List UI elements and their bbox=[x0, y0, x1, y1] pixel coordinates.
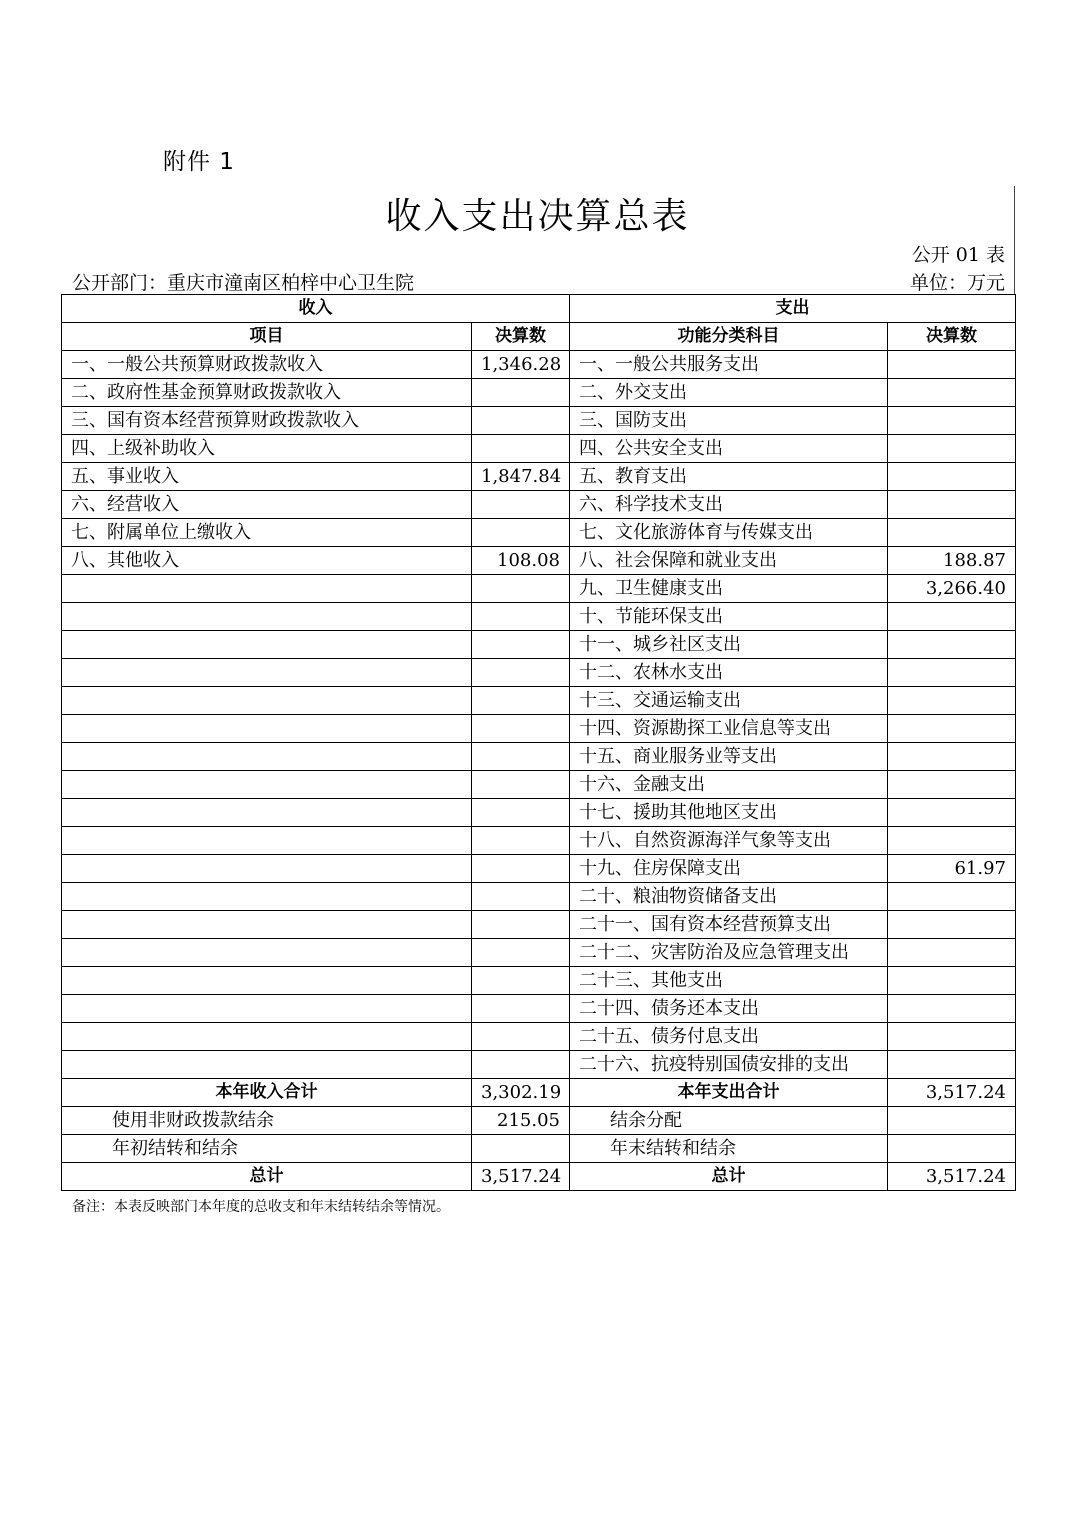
expense-item-cell: 十五、商业服务业等支出 bbox=[570, 743, 888, 771]
item-column-header: 项目 bbox=[62, 323, 472, 351]
income-amount-cell bbox=[472, 631, 570, 659]
income-balance-amount: 215.05 bbox=[472, 1107, 570, 1135]
right-rule-divider bbox=[1014, 186, 1015, 294]
income-amount-cell bbox=[472, 1023, 570, 1051]
income-amount-cell bbox=[472, 659, 570, 687]
income-amount-cell bbox=[472, 939, 570, 967]
income-amount-cell: 108.08 bbox=[472, 547, 570, 575]
income-subtotal-amount: 3,302.19 bbox=[472, 1079, 570, 1107]
amount-column-header: 决算数 bbox=[472, 323, 570, 351]
expense-amount-cell bbox=[888, 799, 1016, 827]
expense-amount-cell bbox=[888, 351, 1016, 379]
income-amount-cell bbox=[472, 771, 570, 799]
income-item-cell bbox=[62, 799, 472, 827]
income-item-cell bbox=[62, 603, 472, 631]
income-amount-cell bbox=[472, 743, 570, 771]
expense-amount-cell bbox=[888, 463, 1016, 491]
expense-amount-cell bbox=[888, 491, 1016, 519]
table-row bbox=[62, 883, 1016, 911]
expense-balance-item: 结余分配 bbox=[570, 1107, 888, 1135]
table-row bbox=[62, 631, 1016, 659]
table-row bbox=[62, 519, 1016, 547]
expense-item-cell: 四、公共安全支出 bbox=[570, 435, 888, 463]
table-row bbox=[62, 603, 1016, 631]
income-amount-cell: 1,346.28 bbox=[472, 351, 570, 379]
expense-item-cell: 七、文化旅游体育与传媒支出 bbox=[570, 519, 888, 547]
balance-row bbox=[62, 1107, 1016, 1135]
income-item-cell bbox=[62, 1023, 472, 1051]
income-total-label: 总计 bbox=[62, 1163, 472, 1191]
expense-amount-cell bbox=[888, 435, 1016, 463]
table-row bbox=[62, 547, 1016, 575]
expense-total-amount: 3,517.24 bbox=[888, 1163, 1016, 1191]
table-row bbox=[62, 911, 1016, 939]
table-row bbox=[62, 967, 1016, 995]
income-amount-cell bbox=[472, 883, 570, 911]
expense-item-cell: 二十六、抗疫特别国债安排的支出 bbox=[570, 1051, 888, 1079]
expense-item-cell: 五、教育支出 bbox=[570, 463, 888, 491]
expense-amount-cell bbox=[888, 1051, 1016, 1079]
expense-balance-item: 年末结转和结余 bbox=[570, 1135, 888, 1163]
subtotal-row bbox=[62, 1079, 1016, 1107]
expense-subtotal-label: 本年支出合计 bbox=[570, 1079, 888, 1107]
table-row bbox=[62, 435, 1016, 463]
expense-item-cell: 十三、交通运输支出 bbox=[570, 687, 888, 715]
expense-amount-cell bbox=[888, 967, 1016, 995]
income-amount-cell bbox=[472, 519, 570, 547]
income-amount-cell bbox=[472, 575, 570, 603]
attachment-label: 附件 1 bbox=[163, 149, 235, 175]
income-item-cell bbox=[62, 883, 472, 911]
income-amount-cell bbox=[472, 491, 570, 519]
income-item-cell bbox=[62, 995, 472, 1023]
income-amount-cell bbox=[472, 715, 570, 743]
income-balance-amount bbox=[472, 1135, 570, 1163]
expense-amount-cell bbox=[888, 827, 1016, 855]
table-row bbox=[62, 687, 1016, 715]
page-title: 收入支出决算总表 bbox=[385, 196, 690, 237]
table-row bbox=[62, 407, 1016, 435]
income-item-cell bbox=[62, 715, 472, 743]
income-amount-cell: 1,847.84 bbox=[472, 463, 570, 491]
table-row bbox=[62, 491, 1016, 519]
expense-balance-amount bbox=[888, 1107, 1016, 1135]
expense-item-cell: 十一、城乡社区支出 bbox=[570, 631, 888, 659]
header-row-sections bbox=[62, 295, 1016, 323]
income-item-cell: 七、附属单位上缴收入 bbox=[62, 519, 472, 547]
expense-item-cell: 十二、农林水支出 bbox=[570, 659, 888, 687]
header-row-columns bbox=[62, 323, 1016, 351]
expense-amount-cell bbox=[888, 939, 1016, 967]
income-item-cell: 三、国有资本经营预算财政拨款收入 bbox=[62, 407, 472, 435]
income-item-cell: 八、其他收入 bbox=[62, 547, 472, 575]
expense-section-header: 支出 bbox=[570, 295, 1016, 323]
expense-amount-cell bbox=[888, 1023, 1016, 1051]
expense-item-cell: 十四、资源勘探工业信息等支出 bbox=[570, 715, 888, 743]
table-row bbox=[62, 575, 1016, 603]
expense-item-cell: 十八、自然资源海洋气象等支出 bbox=[570, 827, 888, 855]
expense-item-cell: 一、一般公共服务支出 bbox=[570, 351, 888, 379]
table-row bbox=[62, 1051, 1016, 1079]
income-balance-item: 年初结转和结余 bbox=[62, 1135, 472, 1163]
income-balance-item: 使用非财政拨款结余 bbox=[62, 1107, 472, 1135]
income-section-header: 收入 bbox=[62, 295, 570, 323]
table-row bbox=[62, 799, 1016, 827]
expense-amount-cell bbox=[888, 715, 1016, 743]
income-amount-cell bbox=[472, 1051, 570, 1079]
income-amount-cell bbox=[472, 911, 570, 939]
expense-item-cell: 十九、住房保障支出 bbox=[570, 855, 888, 883]
footnote: 备注：本表反映部门本年度的总收支和年末结转结余等情况。 bbox=[72, 1199, 450, 1215]
expense-amount-cell bbox=[888, 379, 1016, 407]
expense-amount-cell bbox=[888, 407, 1016, 435]
income-item-cell bbox=[62, 743, 472, 771]
table-row bbox=[62, 771, 1016, 799]
expense-amount-cell bbox=[888, 687, 1016, 715]
income-item-cell bbox=[62, 827, 472, 855]
expense-amount-cell bbox=[888, 519, 1016, 547]
expense-item-cell: 三、国防支出 bbox=[570, 407, 888, 435]
income-amount-cell bbox=[472, 687, 570, 715]
expense-amount-cell bbox=[888, 631, 1016, 659]
income-subtotal-label: 本年收入合计 bbox=[62, 1079, 472, 1107]
expense-amount-cell bbox=[888, 659, 1016, 687]
expense-amount-cell: 3,266.40 bbox=[888, 575, 1016, 603]
unit-label: 单位：万元 bbox=[909, 272, 1005, 294]
category-column-header: 功能分类科目 bbox=[570, 323, 888, 351]
expense-item-cell: 二、外交支出 bbox=[570, 379, 888, 407]
income-item-cell bbox=[62, 939, 472, 967]
expense-item-cell: 二十五、债务付息支出 bbox=[570, 1023, 888, 1051]
expense-balance-amount bbox=[888, 1135, 1016, 1163]
income-amount-cell bbox=[472, 407, 570, 435]
expense-amount-cell bbox=[888, 771, 1016, 799]
income-amount-cell bbox=[472, 967, 570, 995]
balance-row bbox=[62, 1135, 1016, 1163]
table-row bbox=[62, 1023, 1016, 1051]
table-row bbox=[62, 463, 1016, 491]
amount2-column-header: 决算数 bbox=[888, 323, 1016, 351]
table-row bbox=[62, 939, 1016, 967]
income-item-cell bbox=[62, 911, 472, 939]
income-item-cell bbox=[62, 1051, 472, 1079]
income-item-cell: 四、上级补助收入 bbox=[62, 435, 472, 463]
form-code: 公开 01 表 bbox=[911, 244, 1005, 266]
total-row bbox=[62, 1163, 1016, 1191]
income-item-cell bbox=[62, 855, 472, 883]
income-item-cell bbox=[62, 659, 472, 687]
expense-subtotal-amount: 3,517.24 bbox=[888, 1079, 1016, 1107]
income-item-cell bbox=[62, 687, 472, 715]
income-item-cell: 六、经营收入 bbox=[62, 491, 472, 519]
expense-amount-cell bbox=[888, 883, 1016, 911]
income-item-cell bbox=[62, 575, 472, 603]
expense-item-cell: 二十一、国有资本经营预算支出 bbox=[570, 911, 888, 939]
income-item-cell: 二、政府性基金预算财政拨款收入 bbox=[62, 379, 472, 407]
expense-item-cell: 二十三、其他支出 bbox=[570, 967, 888, 995]
expense-item-cell: 十七、援助其他地区支出 bbox=[570, 799, 888, 827]
income-total-amount: 3,517.24 bbox=[472, 1163, 570, 1191]
expense-item-cell: 八、社会保障和就业支出 bbox=[570, 547, 888, 575]
income-item-cell bbox=[62, 967, 472, 995]
table-row bbox=[62, 351, 1016, 379]
expense-amount-cell bbox=[888, 911, 1016, 939]
income-item-cell: 一、一般公共预算财政拨款收入 bbox=[62, 351, 472, 379]
table-row bbox=[62, 743, 1016, 771]
expense-item-cell: 十六、金融支出 bbox=[570, 771, 888, 799]
income-amount-cell bbox=[472, 995, 570, 1023]
table-row bbox=[62, 379, 1016, 407]
income-amount-cell bbox=[472, 379, 570, 407]
table-row bbox=[62, 855, 1016, 883]
income-item-cell bbox=[62, 771, 472, 799]
expense-amount-cell: 188.87 bbox=[888, 547, 1016, 575]
income-amount-cell bbox=[472, 435, 570, 463]
table-row bbox=[62, 715, 1016, 743]
income-amount-cell bbox=[472, 603, 570, 631]
table-row bbox=[62, 659, 1016, 687]
expense-amount-cell bbox=[888, 995, 1016, 1023]
expense-item-cell: 九、卫生健康支出 bbox=[570, 575, 888, 603]
expense-total-label: 总计 bbox=[570, 1163, 888, 1191]
budget-summary-table bbox=[61, 294, 1016, 1191]
table-row bbox=[62, 995, 1016, 1023]
expense-item-cell: 十、节能环保支出 bbox=[570, 603, 888, 631]
expense-item-cell: 二十四、债务还本支出 bbox=[570, 995, 888, 1023]
expense-amount-cell bbox=[888, 743, 1016, 771]
department-label: 公开部门：重庆市潼南区柏梓中心卫生院 bbox=[72, 272, 415, 294]
income-amount-cell bbox=[472, 799, 570, 827]
income-item-cell: 五、事业收入 bbox=[62, 463, 472, 491]
income-amount-cell bbox=[472, 827, 570, 855]
expense-item-cell: 二十、粮油物资储备支出 bbox=[570, 883, 888, 911]
income-item-cell bbox=[62, 631, 472, 659]
expense-amount-cell bbox=[888, 603, 1016, 631]
table-row bbox=[62, 827, 1016, 855]
expense-item-cell: 二十二、灾害防治及应急管理支出 bbox=[570, 939, 888, 967]
expense-amount-cell: 61.97 bbox=[888, 855, 1016, 883]
expense-item-cell: 六、科学技术支出 bbox=[570, 491, 888, 519]
income-amount-cell bbox=[472, 855, 570, 883]
